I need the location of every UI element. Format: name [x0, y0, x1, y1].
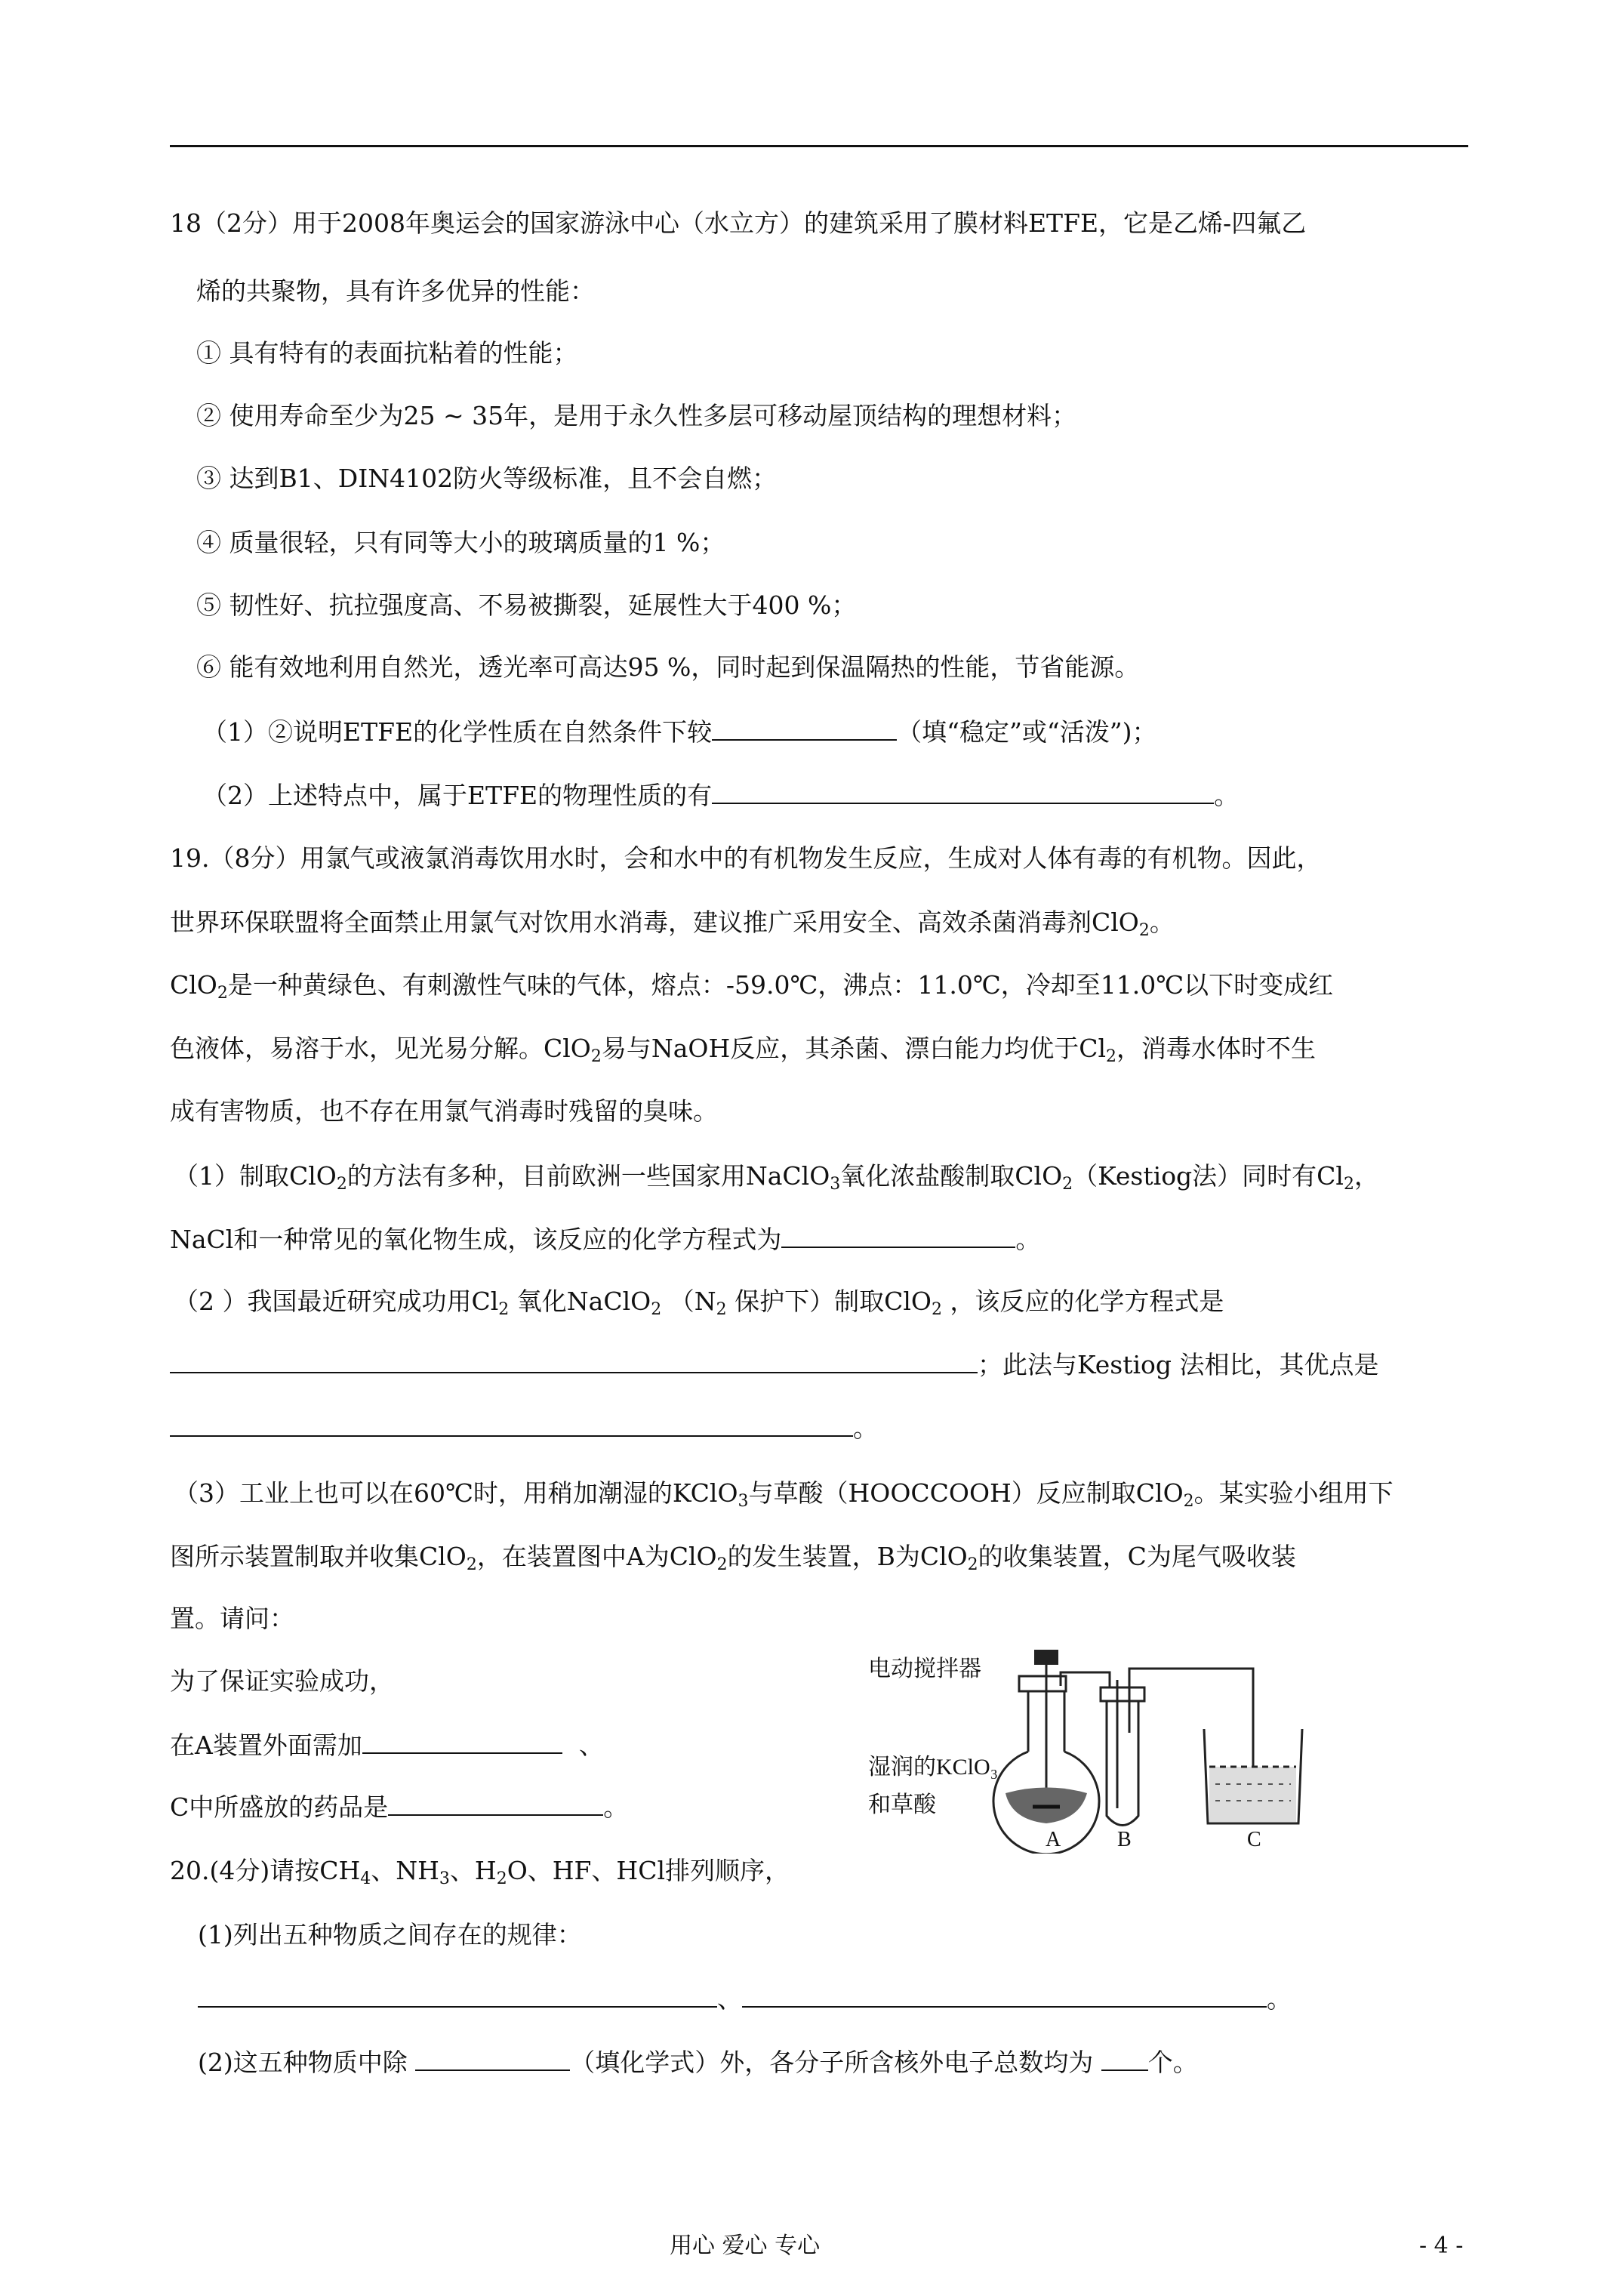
- answer-blank[interactable]: [781, 1224, 1015, 1248]
- q19-sub-2-line-2: ；此法与Kestiog 法相比，其优点是: [170, 1348, 1379, 1382]
- connecting-tube: [1061, 1672, 1110, 1687]
- q19-sub-3-line-2: 图所示装置制取并收集ClO$_2$，在装置图中A为ClO$_2$的发生装置，B为ClO$_2$的收集装置，C为尾气吸收装: [170, 1542, 1296, 1574]
- q18-prop-1: ① 具有特有的表面抗粘着的性能；: [196, 338, 578, 368]
- answer-blank[interactable]: [170, 1413, 853, 1437]
- q18-prop-2: ② 使用寿命至少为25 ~ 35年，是用于永久性多层可移动屋顶结构的理想材料；: [196, 401, 1077, 430]
- q19-sub-3-line-5: 在A装置外面需加 、: [170, 1730, 604, 1760]
- stirrer-label: 电动搅拌器: [868, 1657, 981, 1681]
- header-rule: [170, 145, 1468, 147]
- reagent-label-2: 和草酸: [868, 1792, 936, 1817]
- answer-blank[interactable]: [362, 1730, 562, 1754]
- q19-line-1: 19.（8分）用氯气或液氯消毒饮用水时，会和水中的有机物发生反应，生成对人体有毒的有机物。因此，: [170, 843, 1322, 873]
- q18-prop-4: ④ 质量很轻，只有同等大小的玻璃质量的1 %；: [196, 528, 725, 557]
- label-a: A: [1046, 1828, 1061, 1851]
- page-number: - 4 -: [1419, 2233, 1464, 2259]
- q19-para2-line-1: ClO$_2$是一种黄绿色、有刺激性气味的气体，熔点：-59.0℃，沸点：11.0℃，冷却至11.0℃以下时变成红: [170, 970, 1334, 1003]
- q19-sub-2-line-3: 。: [170, 1412, 878, 1445]
- q19-sub-1-line-2: NaCl和一种常见的氧化物生成，该反应的化学方程式为 。: [170, 1225, 1041, 1254]
- answer-blank[interactable]: [712, 717, 897, 741]
- q19-sub-3-line-4: 为了保证实验成功，: [170, 1666, 394, 1696]
- answer-blank[interactable]: [742, 1983, 1267, 2008]
- q20-line-1: 20.(4分)请按$CH_4$、$NH_3$、$H_2O$、HF、HCl排列顺序，: [170, 1856, 790, 1888]
- q19-para2-line-3: 成有害物质，也不存在用氯气消毒时残留的臭味。: [170, 1096, 718, 1126]
- answer-blank[interactable]: [712, 780, 1214, 804]
- answer-blank[interactable]: [415, 2047, 570, 2071]
- q18-line-2: 烯的共聚物，具有许多优异的性能：: [196, 276, 595, 306]
- answer-blank[interactable]: [388, 1792, 603, 1816]
- answer-blank[interactable]: [170, 1349, 978, 1373]
- q18-sub-2: （2）上述特点中，属于ETFE的物理性质的有 。: [202, 781, 1240, 810]
- q19-para2-line-2: 色液体，易溶于水，见光易分解。ClO$_2$易与NaOH反应，其杀菌、漂白能力均优于$Cl_2$，消毒水体时不生: [170, 1034, 1317, 1066]
- answer-blank[interactable]: [1101, 2047, 1148, 2071]
- answer-blank[interactable]: [198, 1983, 717, 2008]
- stirrer-motor: [1034, 1650, 1058, 1665]
- test-tube-b: [1101, 1680, 1144, 1826]
- q19-sub-1-line-1: （1）制取ClO$_2$的方法有多种，目前欧洲一些国家用NaClO$_3$氧化浓盐酸制取ClO$_2$（Kestiog法）同时有$Cl_2$，: [174, 1161, 1379, 1194]
- q18-line-1: 18（2分）用于2008年奥运会的国家游泳中心（水立方）的建筑采用了膜材料ETFE，它是乙烯-四氟乙: [170, 208, 1307, 238]
- q19-sub-3-line-6: C中所盛放的药品是 。: [170, 1792, 629, 1822]
- q19-sub-3-line-3: 置。请问：: [170, 1604, 294, 1633]
- q19-sub-3-line-1: （3）工业上也可以在60℃时，用稍加潮湿的KClO$_3$与草酸（HOOCCOOH）反应制取ClO$_2$。某实验小组用下: [174, 1478, 1394, 1511]
- label-c: C: [1247, 1828, 1261, 1851]
- footer-motto: 用心 爱心 专心: [670, 2233, 821, 2259]
- q19-line-2: 世界环保联盟将全面禁止用氯气对饮用水消毒，建议推广采用安全、高效杀菌消毒剂ClO$_2$。: [170, 908, 1175, 940]
- q18-sub-1: （1）②说明ETFE的化学性质在自然条件下较 （填“稳定”或“活泼”)；: [202, 717, 1157, 747]
- q18-prop-5: ⑤ 韧性好、抗拉强度高、不易被撕裂，延展性大于400 %；: [196, 590, 857, 620]
- q20-sub-1: (1)列出五种物质之间存在的规律：: [198, 1920, 582, 1949]
- q18-prop-6: ⑥ 能有效地利用自然光，透光率可高达95 %，同时起到保温隔热的性能，节省能源。: [196, 652, 1140, 682]
- q19-sub-2-line-1: （2 ）我国最近研究成功用$Cl_2$ 氧化NaClO$_2$ （$N_2$ 保护下）制取ClO$_2$ ，该反应的化学方程式是: [174, 1287, 1224, 1319]
- apparatus-figure: [861, 1604, 1480, 1854]
- label-b: B: [1117, 1828, 1132, 1851]
- q20-sub-2: (2)这五种物质中除 （填化学式）外，各分子所含核外电子总数均为 个。: [198, 2048, 1198, 2077]
- q18-prop-3: ③ 达到B1、DIN4102防火等级标准，且不会自燃；: [196, 464, 778, 493]
- reagent-label-1: 湿润的KClO₃: [868, 1755, 999, 1780]
- q20-sub-1-answers: 、 。: [198, 1983, 1292, 2016]
